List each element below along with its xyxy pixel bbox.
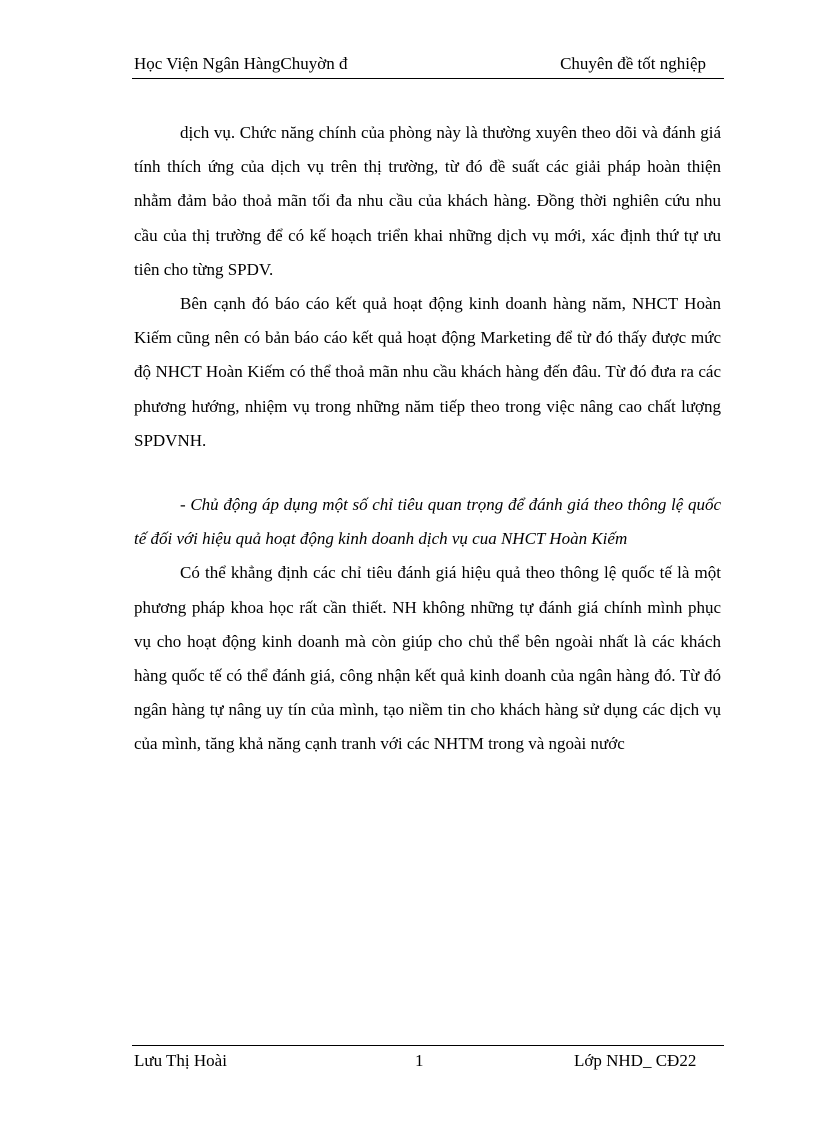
page-number: 1: [415, 1051, 424, 1070]
footer-divider: [132, 1045, 724, 1046]
header-right-text: Chuyên đề tốt nghiệp: [560, 54, 706, 73]
body-paragraph: Bên cạnh đó báo cáo kết quả hoạt động kinh doanh hàng năm, NHCT Hoàn Kiếm cũng nên có bản báo cáo kết quả hoạt động Marketing để từ đó thấy được mức độ NHCT Hoàn Kiếm có thể thoả mãn nhu cầu khách hàng đến đâu. Từ đó đưa ra các phương hướng, nhiệm vụ trong những năm tiếp theo trong việc nâng cao chất lượng SPDVNH.: [134, 294, 721, 450]
footer-class: Lớp NHD_ CĐ22: [574, 1051, 697, 1070]
document-body: [134, 116, 721, 762]
footer-author: Lưu Thị Hoài: [134, 1051, 227, 1070]
section-heading-italic: - Chủ động áp dụng một số chỉ tiêu quan trọng để đánh giá theo thông lệ quốc tế đối với hiệu quả hoạt động kinh doanh dịch vụ cua NHCT Hoàn Kiếm: [134, 495, 721, 549]
body-paragraph: Có thể khẳng định các chỉ tiêu đánh giá hiệu quả theo thông lệ quốc tế là một phương pháp khoa học rất cần thiết. NH không những tự đánh giá chính mình phục vụ cho hoạt động kinh doanh mà còn giúp cho chủ thể bên ngoài nhất là các khách hàng quốc tế có thể đánh giá, công nhận kết quả kinh doanh của ngân hàng đó. Từ đó ngân hàng tự nâng uy tín của mình, tạo niềm tin cho khách hàng sử dụng các dịch vụ của mình, tăng khả năng cạnh tranh với các NHTM trong và ngoài nước: [134, 563, 721, 754]
body-paragraph: dịch vụ. Chức năng chính của phòng này là thường xuyên theo dõi và đánh giá tính thích ứng của dịch vụ trên thị trường, từ đó đề suất các giải pháp hoàn thiện nhằm đảm bảo thoả mãn tối đa nhu cầu của khách hàng. Đồng thời nghiên cứu nhu cầu của thị trường để có kế hoạch triển khai những dịch vụ mới, xác định thứ tự ưu tiên cho từng SPDV.: [134, 123, 721, 279]
page-header: [132, 52, 724, 79]
header-left-text: Học Viện Ngân HàngChuyờn đ: [134, 54, 348, 73]
